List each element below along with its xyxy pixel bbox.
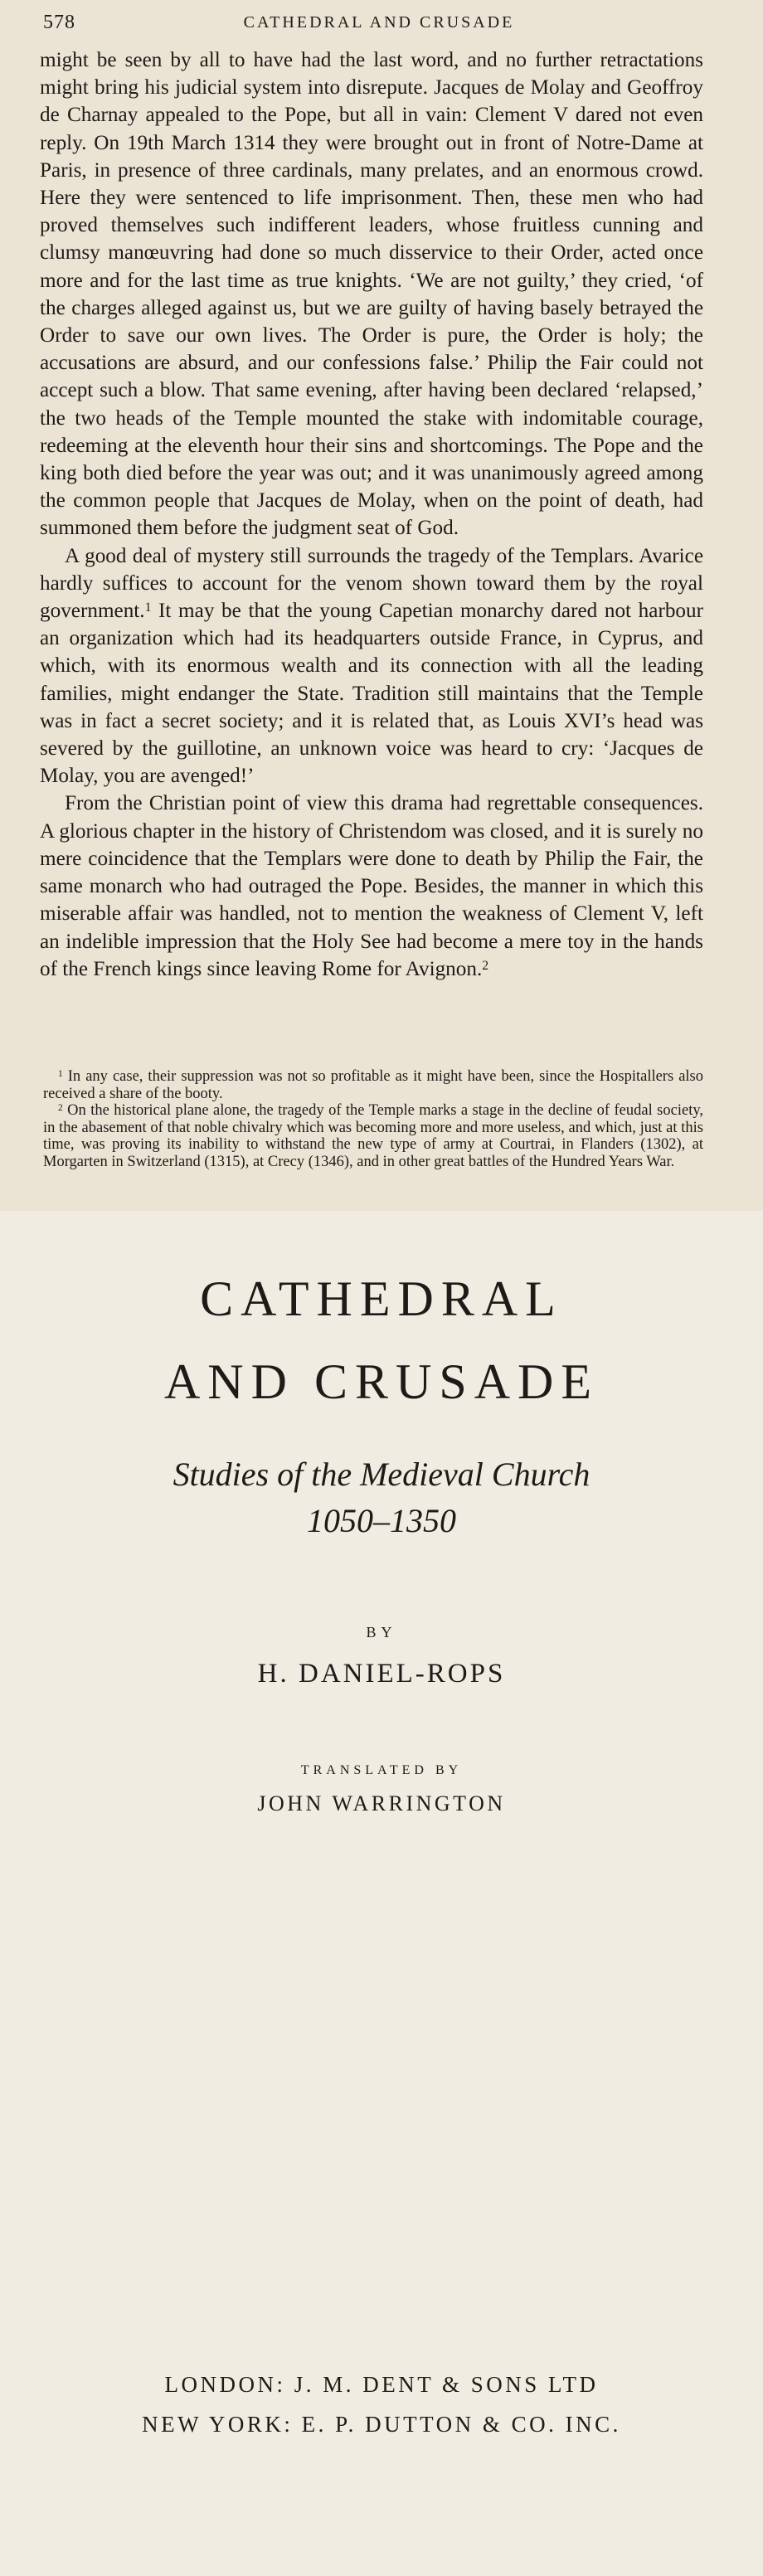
- page-number: 578: [43, 12, 75, 33]
- date-range: 1050–1350: [307, 1502, 456, 1539]
- paragraph-molay-execution: [40, 46, 703, 542]
- paragraph-christian-view: [40, 790, 703, 982]
- by-label: BY: [366, 1624, 397, 1640]
- running-head: [43, 12, 715, 45]
- book-title-line-1: CATHEDRAL: [200, 1271, 563, 1326]
- paragraph-mystery: [40, 542, 703, 790]
- body-text: [40, 46, 703, 983]
- footnote-ref-1: 1: [144, 600, 152, 615]
- book-title-line-2: AND CRUSADE: [163, 1354, 600, 1409]
- footnote-text: On the historical plane alone, the tragedy of the Temple marks a stage in the decline of feudal society, in the abasement of that noble chivalry which was becoming more and more useless, and which, just at this time, was proving its inability to withstand the new type of army at Courtrai, in Flanders (1302), at Morgarten in Switzerland (1315), at Crecy (1346), and in other great battles of the Hundred Years War.: [43, 1102, 704, 1170]
- footnote-1: [43, 1068, 703, 1102]
- book-page-578: [0, 0, 763, 1211]
- running-title: CATHEDRAL AND CRUSADE: [243, 13, 515, 32]
- footnote-text: In any case, their suppression was not so profitable as it might have been, since the Hospitallers also received a share of the booty.: [43, 1068, 703, 1102]
- publisher-imprint-london: LONDON: J. M. DENT & SONS LTD: [164, 2372, 599, 2397]
- title-page: [0, 1211, 763, 2576]
- paragraph-text: might be seen by all to have had the last word, and no further retractations might bring his judicial system into disrepute. Jacques de Molay and Geoffroy de Charnay appealed to the Pope, but all in vain: Clement V dared not even reply. On 19th March 1314 they were brought out in front of Notre-Dame at Paris, in presence of three cardinals, many prelates, and an enormous crowd. Here they were sentenced to life imprisonment. Then, these men who had proved themselves such indifferent leaders, whose fruitless cunning and clumsy manœuvring had done so much disservice to their Order, acted once more and for the last time as true knights. ‘We are not guilty,’ they cried, ‘of the charges alleged against us, but we are guilty of having basely betrayed the Order to save our own lives. The Order is pure, the Order is holy; the accusations are absurd, and our confessions false.’ Philip the Fair could not accept such a blow. That same evening, after having been declared ‘relapsed,’ the two heads of the Temple mounted the stake with indomitable courage, redeeming at the eleventh hour their sins and shortcomings. The Pope and the king both died before the year was out; and it was unanimously agreed among the common people that Jacques de Molay, when on the point of death, had summoned them before the judgment seat of God.: [40, 49, 703, 540]
- footnote-2: [43, 1102, 703, 1170]
- paragraph-text: It may be that the young Capetian monarchy dared not harbour an organization which had its headquarters outside France, in Cyprus, and which, with its enormous wealth and its connection with all the leading families, might endanger the State. Tradition still maintains that the Temple was in fact a secret society; and it is related that, as Louis XVI’s head was severed by the guillotine, an unknown voice was heard to cry: ‘Jacques de Molay, you are avenged!’: [40, 600, 703, 788]
- publisher-imprint-new-york: NEW YORK: E. P. DUTTON & CO. INC.: [142, 2412, 621, 2437]
- author-name: H. DANIEL-ROPS: [257, 1659, 506, 1689]
- subtitle: Studies of the Medieval Church: [173, 1456, 590, 1493]
- footnote-mark: 2: [58, 1103, 63, 1114]
- translator-name: JOHN WARRINGTON: [257, 1791, 506, 1815]
- paragraph-text: A good deal of mystery still surrounds the tragedy of the Templars. Avarice hardly suffices to account for the venom shown toward them by the royal government.: [40, 544, 703, 623]
- footnote-mark: 1: [58, 1068, 63, 1079]
- translated-by-label: TRANSLATED BY: [300, 1763, 463, 1777]
- paragraph-text: From the Christian point of view this drama had regrettable consequences. A glorious chapter in the history of Christendom was closed, and it is surely no mere coincidence that the Templars were done to death by Philip the Fair, the same monarch who had outraged the Pope. Besides, the manner in which this miserable affair was handled, not to mention the weakness of Clement V, left an indelible impression that the Holy See had become a mere toy in the hands of the French kings since leaving Rome for Avignon.: [40, 792, 703, 980]
- footnotes: [43, 1068, 703, 1171]
- footnote-ref-2: 2: [482, 958, 489, 973]
